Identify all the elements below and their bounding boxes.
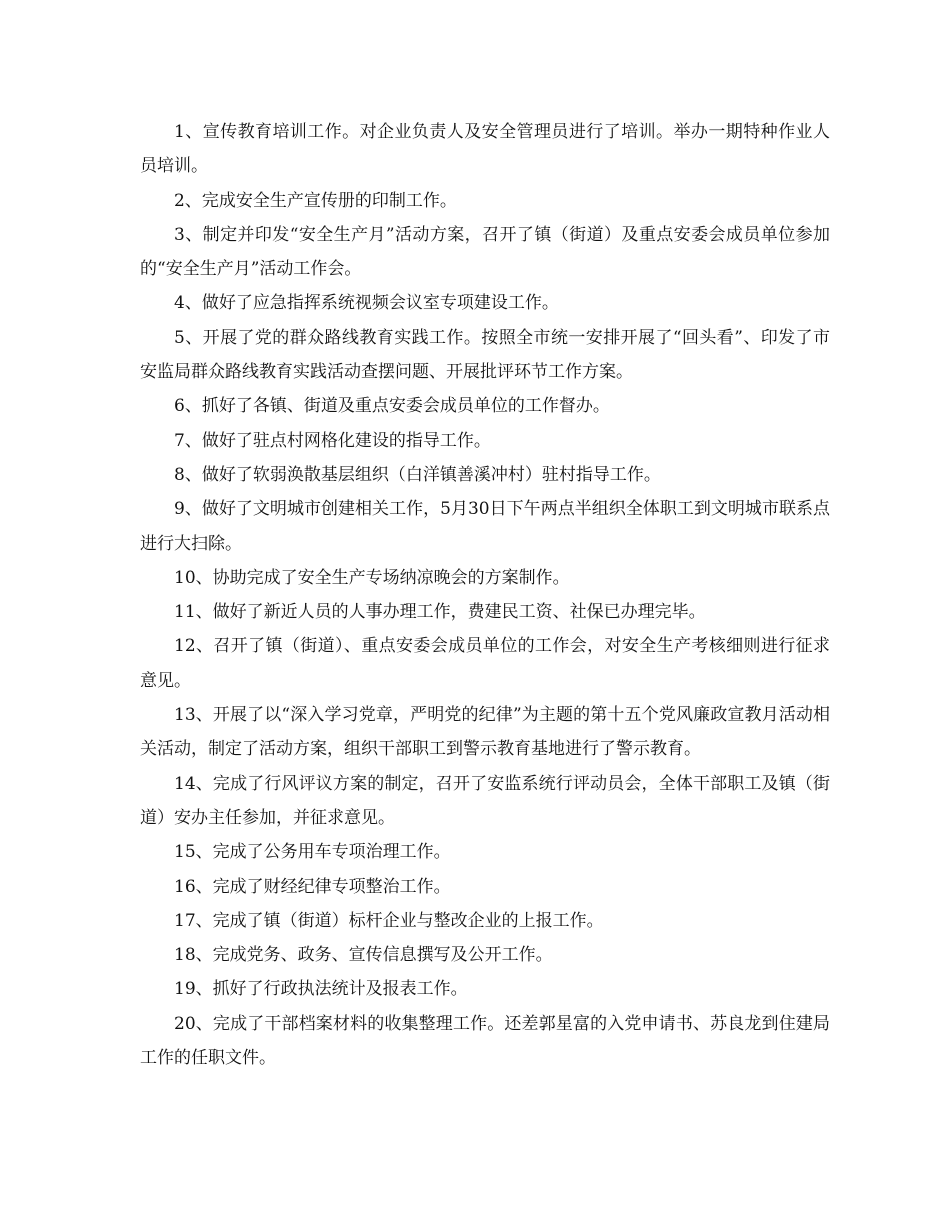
paragraph-10: 10、协助完成了安全生产专场纳凉晚会的方案制作。 xyxy=(174,567,570,588)
paragraph-4: 4、做好了应急指挥系统视频会议室专项建设工作。 xyxy=(174,293,559,314)
paragraph-18: 18、完成党务、政务、宣传信息撰写及公开工作。 xyxy=(174,945,553,966)
paragraph-3: 3、制定并印发“安全生产月”活动方案，召开了镇（街道）及重点安委会成员单位参加的“安全生产月”活动工作会。 xyxy=(140,224,830,280)
paragraph-20: 20、完成了干部档案材料的收集整理工作。还差郭星富的入党申请书、苏良龙到住建局工作的任职文件。 xyxy=(140,1013,830,1069)
paragraph-9: 9、做好了文明城市创建相关工作，5月30日下午两点半组织全体职工到文明城市联系点进行大扫除。 xyxy=(140,499,830,554)
document-body xyxy=(140,115,830,1075)
paragraph-19: 19、抓好了行政执法统计及报表工作。 xyxy=(174,979,468,1000)
paragraph-7: 7、做好了驻点村网格化建设的指导工作。 xyxy=(174,430,491,451)
paragraph-14: 14、完成了行风评议方案的制定，召开了安监系统行评动员会，全体干部职工及镇（街道）安办主任参加，并征求意见。 xyxy=(140,773,830,828)
paragraph-6: 6、抓好了各镇、街道及重点安委会成员单位的工作督办。 xyxy=(174,396,610,417)
paragraph-16: 16、完成了财经纪律专项整治工作。 xyxy=(174,876,451,897)
paragraph-11: 11、做好了新近人员的人事办理工作，费建民工资、社保已办理完毕。 xyxy=(174,602,706,623)
paragraph-5: 5、开展了党的群众路线教育实践工作。按照全市统一安排开展了“回头看”、印发了市安监局群众路线教育实践活动查摆问题、开展批评环节工作方案。 xyxy=(140,327,830,383)
paragraph-13: 13、开展了以“深入学习党章，严明党的纪律”为主题的第十五个党风廉政宣教月活动相关活动，制定了活动方案，组织干部职工到警示教育基地进行了警示教育。 xyxy=(140,705,830,760)
paragraph-12: 12、召开了镇（街道）、重点安委会成员单位的工作会，对安全生产考核细则进行征求意见。 xyxy=(140,636,830,691)
paragraph-17: 17、完成了镇（街道）标杆企业与整改企业的上报工作。 xyxy=(174,910,604,931)
paragraph-1: 1、宣传教育培训工作。对企业负责人及安全管理员进行了培训。举办一期特种作业人员培训。 xyxy=(140,122,830,177)
paragraph-2: 2、完成安全生产宣传册的印制工作。 xyxy=(174,190,457,211)
paragraph-8: 8、做好了软弱涣散基层组织（白洋镇善溪冲村）驻村指导工作。 xyxy=(174,464,661,485)
paragraph-15: 15、完成了公务用车专项治理工作。 xyxy=(174,842,451,863)
